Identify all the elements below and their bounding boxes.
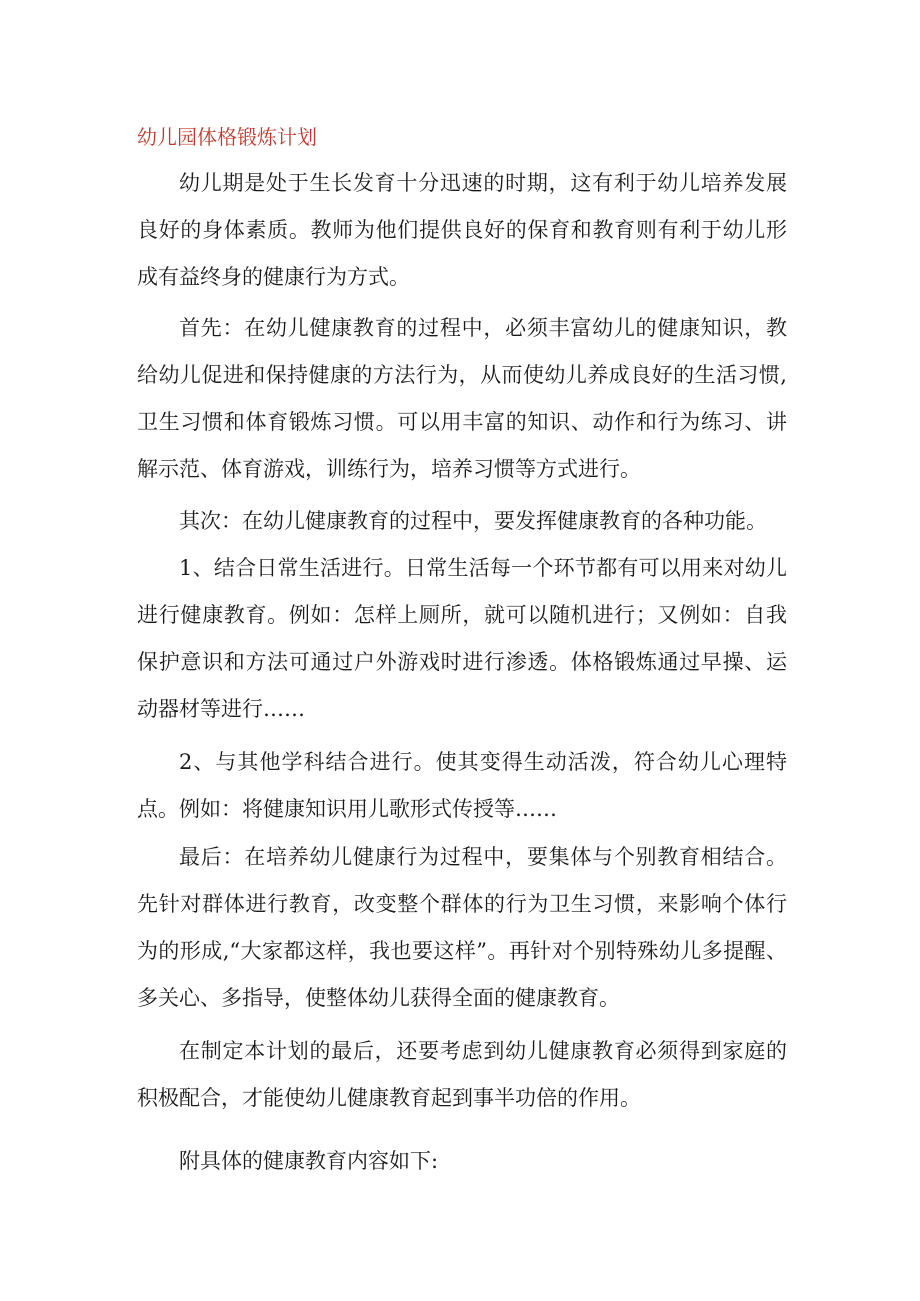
paragraph-item-2: 2、与其他学科结合进行。使其变得生动活泼，符合幼儿心理特点。例如：将健康知识用儿歌形式传授等…… (137, 750, 787, 821)
paragraph-item-1: 1、结合日常生活进行。日常生活每一个环节都有可以用来对幼儿进行健康教育。例如：怎样上厕所，就可以随机进行；又例如：自我保护意识和方法可通过户外游戏时进行渗透。体格锻炼通过早操、运动器材等进行…… (137, 556, 787, 721)
paragraph-intro: 幼儿期是处于生长发育十分迅速的时期，这有利于幼儿培养发展良好的身体素质。教师为他们提供良好的保育和教育则有利于幼儿形成有益终身的健康行为方式。 (137, 171, 787, 289)
paragraph-second: 其次：在幼儿健康教育的过程中，要发挥健康教育的各种功能。 (179, 509, 767, 533)
paragraph-first: 首先：在幼儿健康教育的过程中，必须丰富幼儿的健康知识，教给幼儿促进和保持健康的方法行为，从而使幼儿养成良好的生活习惯,卫生习惯和体育锻炼习惯。可以用丰富的知识、动作和行为练习、讲解示范、体育游戏，训练行为，培养习惯等方式进行。 (137, 316, 787, 481)
paragraph-conclusion: 在制定本计划的最后，还要考虑到幼儿健康教育必须得到家庭的积极配合，才能使幼儿健康教育起到事半功倍的作用。 (137, 1039, 787, 1110)
document-title: 幼儿园体格锻炼计划 (137, 125, 317, 149)
paragraph-appendix-note: 附具体的健康教育内容如下: (179, 1149, 439, 1173)
paragraph-last: 最后：在培养幼儿健康行为过程中，要集体与个别教育相结合。先针对群体进行教育，改变整个群体的行为卫生习惯，来影响个体行为的形成,“大家都这样，我也要这样”。再针对个别特殊幼儿多提醒、多关心、多指导，使整体幼儿获得全面的健康教育。 (137, 845, 787, 1010)
